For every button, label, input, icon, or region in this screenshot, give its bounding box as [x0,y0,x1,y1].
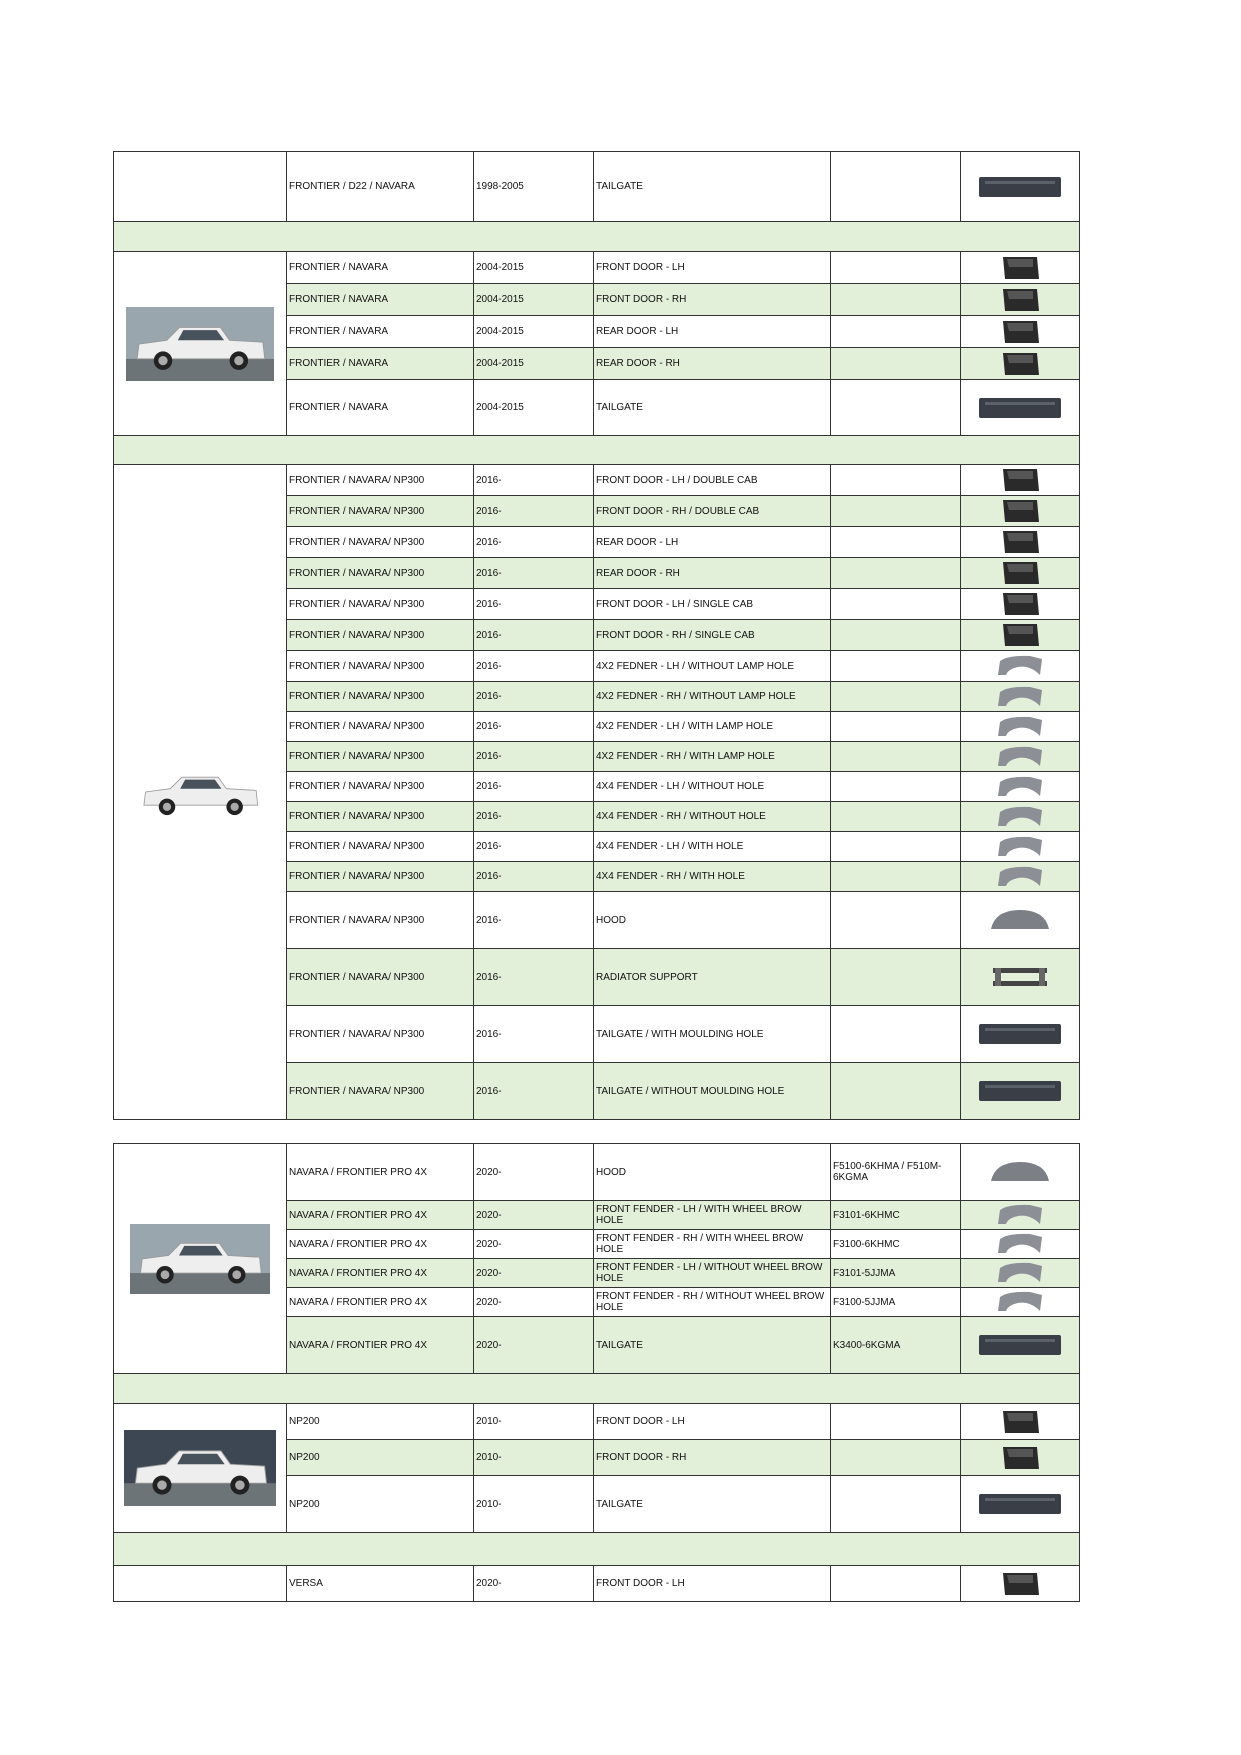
oem-code-cell [831,892,961,949]
oem-code-cell [831,742,961,772]
year-cell: 2016- [474,832,594,862]
year-cell: 2016- [474,465,594,496]
oem-code-cell: F3101-5JJMA [831,1259,961,1288]
model-cell: FRONTIER / NAVARA/ NP300 [287,527,474,558]
fender-part-icon [990,684,1050,710]
part-image-cell [961,316,1080,348]
tailgate-part-icon [977,1491,1063,1517]
door-part-icon [997,287,1043,313]
oem-code-cell [831,1063,961,1120]
door-part-icon [997,1445,1043,1471]
part-image-cell [961,620,1080,651]
model-cell: FRONTIER / NAVARA [287,284,474,316]
hood-part-icon [987,907,1053,933]
parts-catalog-sheet [113,151,1079,1602]
part-image-cell [961,1259,1080,1288]
fender-part-icon [990,744,1050,770]
part-image-cell [961,1476,1080,1533]
year-cell: 2016- [474,651,594,682]
model-cell: FRONTIER / NAVARA/ NP300 [287,589,474,620]
group-spacer-row [114,222,1080,252]
year-cell: 2020- [474,1230,594,1259]
year-cell: 2016- [474,862,594,892]
model-cell: FRONTIER / NAVARA/ NP300 [287,712,474,742]
part-image-cell [961,651,1080,682]
part-image-cell [961,862,1080,892]
fender-part-icon [990,1202,1050,1228]
oem-code-cell: F3101-6KHMC [831,1201,961,1230]
oem-code-cell [831,558,961,589]
part-cell: FRONT DOOR - LH [594,1404,831,1440]
part-cell: REAR DOOR - LH [594,316,831,348]
vehicle-photo [122,307,278,381]
tailgate-part-icon [977,1332,1063,1358]
radiator-part-icon [987,964,1053,990]
part-cell: TAILGATE [594,380,831,436]
oem-code-cell [831,802,961,832]
year-cell: 2016- [474,527,594,558]
year-cell: 2016- [474,802,594,832]
tailgate-part-icon [977,1021,1063,1047]
fender-part-icon [990,714,1050,740]
model-cell: NAVARA / FRONTIER PRO 4X [287,1317,474,1374]
year-cell: 2004-2015 [474,252,594,284]
table-row [114,1404,1080,1440]
group-spacer [114,222,1080,252]
part-cell: HOOD [594,892,831,949]
part-image-cell [961,527,1080,558]
part-image-cell [961,949,1080,1006]
door-part-icon [997,1409,1043,1435]
part-cell: 4X4 FENDER - LH / WITHOUT HOLE [594,772,831,802]
oem-code-cell [831,348,961,380]
model-cell: FRONTIER / NAVARA/ NP300 [287,892,474,949]
vehicle-photo-cell [114,465,287,1120]
oem-code-cell [831,949,961,1006]
part-cell: FRONT DOOR - RH [594,284,831,316]
table-row [114,1144,1080,1201]
part-cell: FRONT FENDER - LH / WITHOUT WHEEL BROW HOLE [594,1259,831,1288]
part-image-cell [961,1063,1080,1120]
part-cell: REAR DOOR - RH [594,348,831,380]
group-spacer-row [114,1374,1080,1404]
model-cell: FRONTIER / NAVARA/ NP300 [287,465,474,496]
year-cell: 2016- [474,589,594,620]
tailgate-part-icon [977,1078,1063,1104]
part-image-cell [961,152,1080,222]
oem-code-cell [831,589,961,620]
door-part-icon [997,498,1043,524]
year-cell: 2004-2015 [474,284,594,316]
oem-code-cell [831,620,961,651]
part-cell: TAILGATE [594,1317,831,1374]
part-image-cell [961,742,1080,772]
part-image-cell [961,1144,1080,1201]
model-cell: FRONTIER / D22 / NAVARA [287,152,474,222]
model-cell: NAVARA / FRONTIER PRO 4X [287,1230,474,1259]
hood-part-icon [987,1159,1053,1185]
table-row [114,1566,1080,1602]
door-part-icon [997,591,1043,617]
part-image-cell [961,1440,1080,1476]
part-image-cell [961,1288,1080,1317]
model-cell: FRONTIER / NAVARA/ NP300 [287,496,474,527]
door-part-icon [997,319,1043,345]
door-part-icon [997,351,1043,377]
part-cell: 4X2 FEDNER - RH / WITHOUT LAMP HOLE [594,682,831,712]
oem-code-cell: F3100-5JJMA [831,1288,961,1317]
oem-code-cell [831,651,961,682]
part-cell: 4X4 FENDER - RH / WITH HOLE [594,862,831,892]
model-cell: FRONTIER / NAVARA/ NP300 [287,832,474,862]
oem-code-cell [831,1006,961,1063]
part-cell: 4X2 FENDER - RH / WITH LAMP HOLE [594,742,831,772]
part-cell: FRONT DOOR - RH [594,1440,831,1476]
oem-code-cell [831,380,961,436]
part-cell: TAILGATE / WITHOUT MOULDING HOLE [594,1063,831,1120]
fender-part-icon [990,1260,1050,1286]
group-spacer [114,1120,1080,1144]
part-cell: FRONT FENDER - RH / WITHOUT WHEEL BROW HOLE [594,1288,831,1317]
oem-code-cell [831,284,961,316]
vehicle-photo [124,759,276,825]
part-cell: TAILGATE [594,152,831,222]
fender-part-icon [990,834,1050,860]
model-cell: FRONTIER / NAVARA/ NP300 [287,949,474,1006]
group-spacer-row [114,1120,1080,1144]
oem-code-cell: F3100-6KHMC [831,1230,961,1259]
year-cell: 2020- [474,1201,594,1230]
part-image-cell [961,380,1080,436]
oem-code-cell: K3400-6KGMA [831,1317,961,1374]
year-cell: 2016- [474,772,594,802]
model-cell: FRONTIER / NAVARA/ NP300 [287,742,474,772]
model-cell: FRONTIER / NAVARA [287,316,474,348]
model-cell: FRONTIER / NAVARA/ NP300 [287,862,474,892]
part-cell: TAILGATE [594,1476,831,1533]
part-image-cell [961,496,1080,527]
model-cell: FRONTIER / NAVARA/ NP300 [287,1006,474,1063]
part-image-cell [961,284,1080,316]
part-image-cell [961,772,1080,802]
part-image-cell [961,892,1080,949]
part-image-cell [961,712,1080,742]
group-spacer-row [114,436,1080,465]
model-cell: NP200 [287,1404,474,1440]
year-cell: 2016- [474,496,594,527]
year-cell: 2020- [474,1288,594,1317]
year-cell: 2016- [474,742,594,772]
model-cell: FRONTIER / NAVARA/ NP300 [287,682,474,712]
part-image-cell [961,1230,1080,1259]
part-cell: REAR DOOR - LH [594,527,831,558]
model-cell: VERSA [287,1566,474,1602]
model-cell: NP200 [287,1476,474,1533]
group-spacer [114,1374,1080,1404]
year-cell: 2016- [474,682,594,712]
part-image-cell [961,1404,1080,1440]
year-cell: 2020- [474,1144,594,1201]
door-part-icon [997,1571,1043,1597]
model-cell: NP200 [287,1440,474,1476]
tailgate-part-icon [977,395,1063,421]
model-cell: NAVARA / FRONTIER PRO 4X [287,1259,474,1288]
vehicle-photo-cell [114,1404,287,1533]
group-spacer [114,436,1080,465]
part-image-cell [961,832,1080,862]
oem-code-cell [831,527,961,558]
oem-code-cell [831,465,961,496]
year-cell: 2004-2015 [474,316,594,348]
part-image-cell [961,558,1080,589]
model-cell: FRONTIER / NAVARA [287,380,474,436]
year-cell: 2016- [474,949,594,1006]
fender-part-icon [990,1231,1050,1257]
parts-table [113,151,1080,1602]
table-row [114,252,1080,284]
oem-code-cell [831,316,961,348]
part-cell: 4X2 FENDER - LH / WITH LAMP HOLE [594,712,831,742]
part-cell: REAR DOOR - RH [594,558,831,589]
part-cell: TAILGATE / WITH MOULDING HOLE [594,1006,831,1063]
vehicle-photo-cell [114,252,287,436]
parts-table-body [114,152,1080,1602]
fender-part-icon [990,774,1050,800]
oem-code-cell [831,1476,961,1533]
model-cell: FRONTIER / NAVARA/ NP300 [287,772,474,802]
year-cell: 2016- [474,1006,594,1063]
fender-part-icon [990,864,1050,890]
oem-code-cell [831,152,961,222]
oem-code-cell [831,496,961,527]
part-cell: 4X4 FENDER - RH / WITHOUT HOLE [594,802,831,832]
year-cell: 2020- [474,1259,594,1288]
year-cell: 2016- [474,892,594,949]
year-cell: 2010- [474,1440,594,1476]
table-row [114,465,1080,496]
part-image-cell [961,252,1080,284]
part-cell: FRONT DOOR - LH [594,1566,831,1602]
vehicle-photo-cell [114,1566,287,1602]
oem-code-cell [831,252,961,284]
door-part-icon [997,622,1043,648]
part-image-cell [961,589,1080,620]
part-image-cell [961,1566,1080,1602]
fender-part-icon [990,1289,1050,1315]
year-cell: 2016- [474,712,594,742]
year-cell: 1998-2005 [474,152,594,222]
fender-part-icon [990,653,1050,679]
part-cell: FRONT FENDER - RH / WITH WHEEL BROW HOLE [594,1230,831,1259]
part-image-cell [961,348,1080,380]
part-cell: FRONT DOOR - LH / SINGLE CAB [594,589,831,620]
part-cell: RADIATOR SUPPORT [594,949,831,1006]
oem-code-cell [831,1566,961,1602]
part-image-cell [961,802,1080,832]
tailgate-part-icon [977,174,1063,200]
year-cell: 2016- [474,558,594,589]
door-part-icon [997,255,1043,281]
model-cell: FRONTIER / NAVARA/ NP300 [287,651,474,682]
part-cell: HOOD [594,1144,831,1201]
year-cell: 2016- [474,1063,594,1120]
year-cell: 2010- [474,1476,594,1533]
year-cell: 2004-2015 [474,348,594,380]
oem-code-cell [831,682,961,712]
vehicle-photo [118,1430,282,1506]
door-part-icon [997,467,1043,493]
year-cell: 2004-2015 [474,380,594,436]
vehicle-photo-cell [114,152,287,222]
oem-code-cell: F5100-6KHMA / F510M-6KGMA [831,1144,961,1201]
part-image-cell [961,682,1080,712]
part-cell: FRONT DOOR - RH / SINGLE CAB [594,620,831,651]
oem-code-cell [831,1440,961,1476]
year-cell: 2010- [474,1404,594,1440]
model-cell: NAVARA / FRONTIER PRO 4X [287,1201,474,1230]
vehicle-photo-cell [114,1144,287,1374]
model-cell: NAVARA / FRONTIER PRO 4X [287,1288,474,1317]
part-cell: FRONT DOOR - RH / DOUBLE CAB [594,496,831,527]
oem-code-cell [831,832,961,862]
group-spacer [114,1533,1080,1566]
table-row [114,152,1080,222]
part-image-cell [961,1006,1080,1063]
group-spacer-row [114,1533,1080,1566]
part-cell: 4X2 FEDNER - LH / WITHOUT LAMP HOLE [594,651,831,682]
oem-code-cell [831,772,961,802]
part-cell: FRONT DOOR - LH / DOUBLE CAB [594,465,831,496]
part-cell: FRONT DOOR - LH [594,252,831,284]
part-cell: FRONT FENDER - LH / WITH WHEEL BROW HOLE [594,1201,831,1230]
model-cell: FRONTIER / NAVARA/ NP300 [287,558,474,589]
part-image-cell [961,465,1080,496]
model-cell: FRONTIER / NAVARA [287,252,474,284]
part-cell: 4X4 FENDER - LH / WITH HOLE [594,832,831,862]
model-cell: FRONTIER / NAVARA [287,348,474,380]
fender-part-icon [990,804,1050,830]
oem-code-cell [831,712,961,742]
part-image-cell [961,1201,1080,1230]
oem-code-cell [831,1404,961,1440]
oem-code-cell [831,862,961,892]
vehicle-photo [124,1224,276,1294]
model-cell: FRONTIER / NAVARA/ NP300 [287,802,474,832]
model-cell: FRONTIER / NAVARA/ NP300 [287,1063,474,1120]
year-cell: 2020- [474,1317,594,1374]
door-part-icon [997,529,1043,555]
year-cell: 2020- [474,1566,594,1602]
year-cell: 2016- [474,620,594,651]
model-cell: NAVARA / FRONTIER PRO 4X [287,1144,474,1201]
model-cell: FRONTIER / NAVARA/ NP300 [287,620,474,651]
door-part-icon [997,560,1043,586]
part-image-cell [961,1317,1080,1374]
